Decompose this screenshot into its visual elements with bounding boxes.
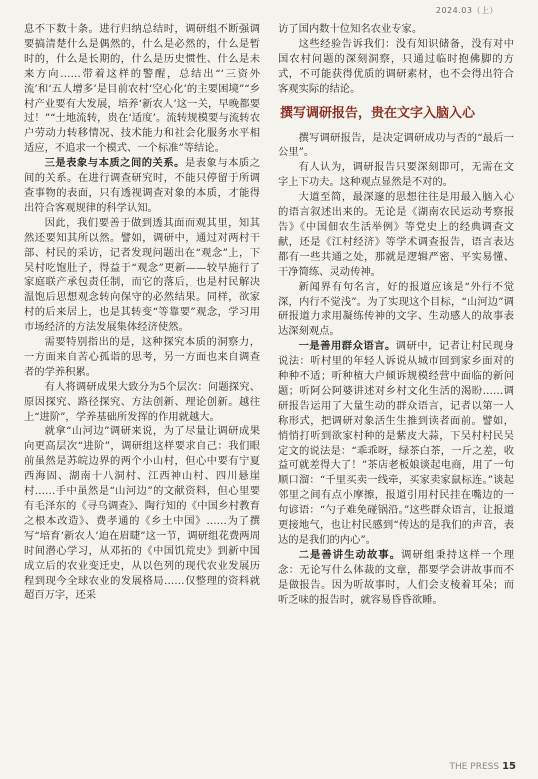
paragraph: 息不下数十条。进行归纳总结时，调研组不断强调要搞清楚什么是偶然的，什么是必然的，什么是暂时的，什么是长期的，什么是历史惯性、什么是未来方向……带着这样的警醒，总结出“‘三资外流’和‘五人增多’是目前农村‘空心化’的主要困境”“乡村产业要有大发展，培养‘新农人’这一关，早晚都要过！”“土地流转，贵在‘适度’。流转规模要与流转农户劳动力转移情况、技术能力和社会化服务水平相适应，不追求一个模式、一个标准”等结论。 — [24, 23, 260, 155]
lead-label: 二是善讲生动故事。 — [298, 548, 402, 561]
paragraph: 有人将调研成果大致分为5个层次：问题探究、原因探究、路径探究、方法创新、理论创新。越往上“进阶”，学养基础所发挥的作用就越大。 — [24, 380, 260, 423]
paragraph: 因此，我们要善于做到透其面而观其里，知其然还要知其所以然。譬如，调研中，通过对两村干部、村民的采访，记者发现问题出在“观念”上，下吴村吃饱肚子，得益于“观念”更新——较早施行了家庭联产承包责任制，而它的落后，也是村民解决温饱后思想观念转向保守的必然结果。同样，欲家村的后来居上，也是其转变“等靠要”观念，学习用市场经济的方法发展集体经济使然。 — [24, 216, 260, 334]
paragraph: 有人认为，调研报告只要深刻即可，无需在文字上下功夫。这种观点显然是不对的。 — [278, 161, 514, 189]
paragraph — [278, 339, 514, 548]
paragraph: 撰写调研报告，是决定调研成功与否的“最后一公里”。 — [278, 131, 514, 159]
paragraph — [278, 548, 514, 608]
left-column — [24, 22, 260, 603]
lead-label: 一是善用群众语言。 — [298, 340, 396, 353]
paragraph: 新闻界有句名言，好的报道应该是“外行不觉深，内行不觉浅”。为了实现这个目标，“山河边”调研报道力求用凝练传神的文字、生动感人的故事表达深刻观点。 — [278, 280, 514, 338]
page-footer — [449, 761, 516, 772]
magazine-name: THE PRESS — [449, 762, 500, 772]
paragraph: 访了国内数十位知名农业专家。 — [278, 23, 423, 35]
paragraph-body: 调研组秉持这样一个理念：无论写什么体裁的文章，都要学会讲故事而不是做报告。因为听故事时，人们会支棱着耳朵；而听乏味的报告时，就容易昏昏欲睡。 — [278, 548, 515, 606]
paragraph: 就拿“山河边”调研来说，为了尽量让调研成果向更高层次“进阶”，调研组这样要求自己：我们眼前虽然是苏皖边界的两个小山村，但心中要有宁夏西海固、湖南十八洞村、江西神山村、四川悬崖村……手中虽然是“山河边”的文献资料，但心里要有毛泽东的《寻乌调查》、陶行知的《中国乡村教育之根本改造》、费孝通的《乡土中国》……为了撰写“培育‘新农人’迫在眉睫”这一节，调研组花费两周时间潜心学习，从邓拓的《中国饥荒史》到新中国成立后的农业变迁史，从以色列的现代农业发展历程到现今全球农业的发展格局……仅整理的资料就超百万字，还采 — [24, 425, 260, 602]
page-number: 15 — [502, 761, 516, 772]
paragraph-body: 是表象与本质之间的关系。在进行调查研究时，不能只停留于所调查事物的表面，只有透视调查对象的本质，才能得出符合客观规律的科学认知。 — [24, 157, 261, 214]
paragraph: 需要特别指出的是，这种探究本质的洞察力，一方面来自苦心孤诣的思考，另一方面也来自调查者的学养积累。 — [24, 336, 260, 378]
paragraph: 这些经验告诉我们：没有知识储备，没有对中国农村问题的深刻洞察，只通过临时抱佛脚的方式，不可能获得优质的调研素材，也不会得出符合客观实际的结论。 — [278, 37, 514, 95]
paragraph — [24, 156, 260, 216]
paragraph: 大道至简，最深邃的思想往往是用最入脑入心的语言叙述出来的。无论是《湖南农民运动考察报告》《中国佃农生活举例》等党史上的经典调查文献，还是《江村经济》等学术调查报告，语言表达都有一些共通之处，那就是逻辑严密、平实易懂、干净简练、灵动传神。 — [278, 191, 514, 278]
lead-label: 三是表象与本质之间的关系。 — [44, 157, 185, 170]
paragraph-body: 调研中，记者让村民现身说法：听村里的年轻人诉说从城市回到家乡面对的种种不适；听种植大户倾诉规模经营中面临的新问题；听阿公阿婆讲述对乡村文化生活的渴盼……调研报告运用了大量生动的群众语言，记者以第一人称形式，把调研对象活生生推到读者面前。譬如，悄悄打听到欲家村种的是紫皮大蒜，下吴村村民吴定文的说法是：“乖乖呀，绿茶白茶，一斤之差，收益可就差得大了！”茶店老板娘谈起电商，用了一句顺口溜：“千里买卖一线牵，买家卖家鼠标连。”谈起邻里之间有点小摩擦，报道引用村民挂在嘴边的一句谚语：“勺子难免碰锅沿。”这些群众语言，让报道更接地气，也让村民感到“传达的是我们的声音，表达的是我们的内心”。 — [278, 340, 515, 546]
issue-date: 2024.03（上） — [435, 6, 498, 15]
right-column — [278, 22, 514, 608]
section-title: 撰写调研报告，贵在文字入脑入心 — [280, 105, 476, 121]
